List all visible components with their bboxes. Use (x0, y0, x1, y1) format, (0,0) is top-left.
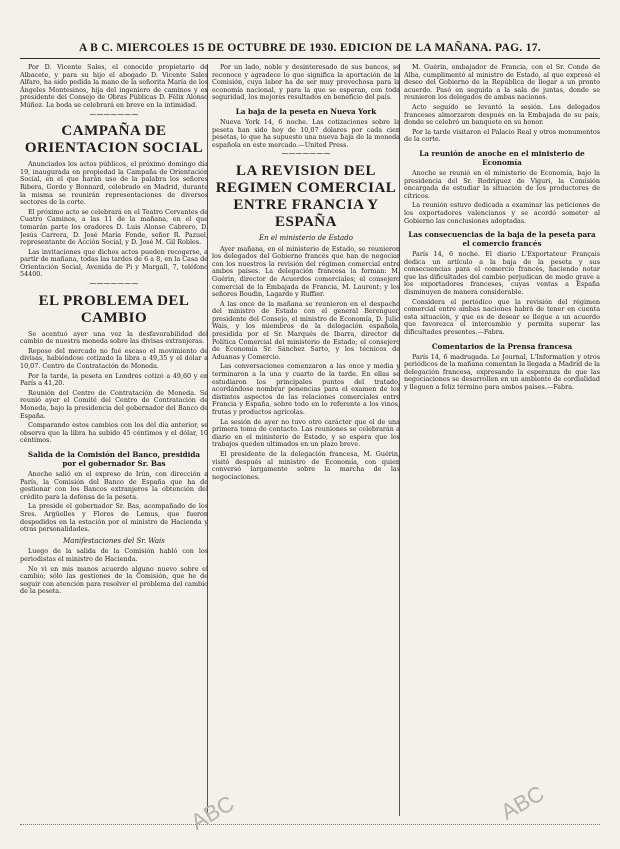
headline-campana: CAMPAÑA DE ORIENTACION SOCIAL (24, 123, 204, 157)
watermark-mark: ABC (496, 780, 549, 825)
article-paragraph: Las conversaciones comenzaron a las once y media y terminaron a la una y cuarto de la tarde. En ellas se estudiaron los principales puntos del tratado, acordándose nombrar ponencias para el examen de los distintos aspectos de las relaciones comerciales entre Francia y España, sobre todo en lo referente a los vinos, frutas y productos agrícolas. (212, 362, 400, 416)
page-header: A B C. MIERCOLES 15 DE OCTUBRE DE 1930. EDICION DE LA MAÑANA. PAG. 17. (79, 42, 541, 54)
column-1 (20, 64, 208, 816)
article-paragraph: No vi en mis manos acuerdo alguno nuevo sobre el cambio; sólo las gestiones de la Comisión, que he de seguir con atención para resolver el problema del cambio de la peseta. (20, 564, 208, 596)
article-paragraph: Las invitaciones que dichos actos pueden recogerse, a partir de mañana, todas las tardes de 6 a 8, en la Casa de Orientación Social, Avenida de Pi y Margall, 7, teléfono 54400. (20, 247, 208, 279)
article-paragraph: París 14, 6 noche. El diario L'Exportateur Français dedica un artículo a la baja de la peseta y sus consecuencias para el comercio francés, haciendo notar que las dificultades del cambio perjudican de modo grave a los exportadores franceses, cuyas ventas a España disminuyen de manera considerable. (404, 250, 600, 297)
ornament-divider: ⁓⁓⁓⁓⁓⁓⁓ (281, 150, 331, 159)
header-rule (20, 58, 600, 59)
article-paragraph: Anoche salió en el expreso de Irún, con dirección a París, la Comisión del Banco de España que ha de gestionar con los Bancos extranjeros la obtención del crédito para la defensa de la peseta. (20, 469, 208, 501)
article-paragraph: Se acentuó ayer una vez la desfavorabilidad del cambio de nuestra moneda sobre las divisas extranjeras. (20, 329, 208, 346)
subheadline-estado: En el ministerio de Estado (259, 233, 353, 242)
ornament-divider: ⁓⁓⁓⁓⁓⁓⁓ (89, 280, 139, 289)
subheadline-wais: Manifestaciones del Sr. Wais (63, 536, 165, 545)
watermark-mark: ABC (186, 790, 239, 835)
column-3 (404, 64, 600, 816)
article-paragraph: El próximo acto se celebrará en el Teatro Cervantes de Cuatro Caminos, a las 11 de la mañana, en el que tomarán parte los oradores D. Luis Alonso Cabrero, D. Jesús Carrera, D. José María Fonde, señor R. Pazuel, representante de Acción Social, y D. José M. Gil Robles. (20, 207, 208, 247)
article-paragraph: Por la tarde visitaron el Palacio Real y otros monumentos de la corte. (404, 127, 600, 144)
footer-rule (20, 824, 600, 825)
headline-revision: LA REVISION DEL REGIMEN COMERCIAL ENTRE FRANCIA Y ESPAÑA (215, 162, 397, 230)
subheadline-comision: Salida de la Comisión del Banco, presidida por el gobernador Sr. Bas (27, 449, 201, 468)
article-paragraph: Ayer mañana, en el ministerio de Estado, se reunieron los delegados del Gobierno francés que han de negociar con los nuestros la revisión del régimen comercial entre ambos países. La delegación francesa la forman: M. Guérin, director de Acuerdos comerciales; el consejero comercial de la Embajada de Francia, M. Laurent; y los señores Boudin, Lagarde y Ruffier. (212, 244, 400, 299)
headline-problema: EL PROBLEMA DEL CAMBIO (38, 292, 190, 326)
subheadline-prensa: Comentarios de la Prensa francesa (431, 341, 573, 351)
subheadline-economia: La reunión de anoche en el ministerio de Economía (419, 148, 585, 167)
article-paragraph: M. Guérin, embajador de Francia, con el Sr. Conde de Alba, cumplimentó al ministro de Estado, al que expresó el deseo del Gobierno de la República de llegar a un pronto acuerdo. Pasó en seguida a la sala de juntas, donde se reunieron los delegados de ambas naciones. (404, 64, 600, 102)
article-paragraph: París 14, 6 madrugada. Le Journal, L'Information y otros periódicos de la mañana comentan la llegada a Madrid de la delegación francesa, expresando la esperanza de que las negociaciones se desarrollen en un ambiente de cordialidad y lleguen a feliz término para ambos países.—Fabra. (404, 352, 600, 391)
article-paragraph: Reunión del Centro de Contratación de Moneda. Se reunió ayer el Comité del Centro de Contratación de Moneda, bajo la presidencia del gobernador del Banco de España. (20, 388, 208, 420)
article-paragraph: Anunciados los actos públicos, el próximo domingo día 19, inaugurada en propiedad la Campaña de Orientación Social, en el que harán uso de la palabra los señores Ribera, Gordo y Bonnard, celebrado en Madrid, durante la misma se reunirán representaciones de diversos sectores de la corte. (20, 160, 208, 207)
column-2 (212, 64, 400, 816)
subheadline-consecuencias: Las consecuencias de la baja de la peseta para el comercio francés (408, 230, 596, 249)
subheadline-nueva-york: La baja de la peseta en Nueva York (235, 106, 377, 116)
article-paragraph: Anoche se reunió en el ministerio de Economía, bajo la presidencia del Sr. Rodríguez de Viguri, la Comisión encargada de estudiar la situación de los productores de cítricos. (404, 168, 600, 200)
article-paragraph: Por un lado, noble y desinteresado de sus bancos, se reconoce y agradece lo que significa la aportación de la Comisión, cuya labor ha de ser muy provechosa para la economía nacional, y para la que se esperan, con toda seguridad, los mejores resultados en beneficio del país. (212, 64, 400, 102)
article-paragraph: La preside el gobernador Sr. Bas, acompañado de los Sres. Argüelles y Flores de Lemus, que fueron despedidos en la estación por el ministro de Hacienda y otras personalidades. (20, 502, 208, 534)
article-paragraph: Nueva York 14, 6 noche. Las cotizaciones sobre la peseta han sido hoy de 10,07 dólares por cada cien pesetas, lo que ha supuesto una nueva baja de la moneda española en este mercado.—United Press. (212, 117, 400, 149)
article-paragraph: La sesión de ayer no tuvo otro carácter que el de una primera toma de contacto. Las reuniones se celebrarán a diario en el ministerio de Estado, y se espera que los trabajos queden ultimados en un plazo breve. (212, 417, 400, 449)
article-paragraph: El presidente de la delegación francesa, M. Guérin, visitó después al ministro de Economía, con quien conversó largamente sobre la marcha de las negociaciones. (212, 449, 400, 481)
article-paragraph: Luego de la salida de la Comisión habló con los periodistas el ministro de Hacienda. (20, 547, 208, 563)
ornament-divider: ⁓⁓⁓⁓⁓⁓⁓ (89, 110, 139, 119)
article-paragraph: Reposo del mercado no fué escaso el movimiento de divisas, habiéndose cotizado la libra a 49,35 y el dólar a 10,07. Centro de Contratación de Moneda. (20, 346, 208, 371)
article-paragraph: Acto seguido se levantó la sesión. Los delegados franceses almorzaron después en la Embajada de su país, donde se celebró un banquete en su honor. (404, 102, 600, 127)
article-paragraph: Comparando estos cambios con los del día anterior, se observa que la libra ha subido 45 céntimos y el dólar, 10 céntimos. (20, 421, 208, 445)
article-paragraph: Por D. Vicente Sales, el conocido propietario de Albacete, y para su hijo el abogado D. Vicente Sales Alfaro, ha sido pedida la mano de la señorita María de los Ángeles Montesinos, hija del ingeniero de caminos y ex presidente del Consejo de Obras Públicas D. Félix Alonso Múñoz. La boda se celebrará en breve en la intimidad. (20, 64, 208, 109)
article-paragraph: Por la tarde, la peseta en Londres cotizó a 49,60 y en París a 41,20. (20, 371, 208, 388)
article-paragraph: A las once de la mañana se reunieron en el despacho del ministro de Estado con el general Berenguer, presidente del Consejo, el ministro de Economía, D. Julio Wais, y los miembros de la delegación española, presidida por el Sr. Marqués de Ibarra, director de Política Comercial del ministerio de Estado; el consejero de Economía Sr. Sánchez Sarto, y los técnicos de Aduanas y Comercio. (212, 299, 400, 361)
article-paragraph: Considera el periódico que la revisión del régimen comercial entre ambas naciones habrá de tener en cuenta esta situación, y que es de desear se llegue a un acuerdo que favorezca el intercambio y permita superar las dificultades presentes.—Fabra. (404, 297, 600, 337)
article-paragraph: La reunión estuvo dedicada a examinar las peticiones de los exportadores valencianos y se acordó someter al Gobierno las conclusiones adoptadas. (404, 201, 600, 225)
